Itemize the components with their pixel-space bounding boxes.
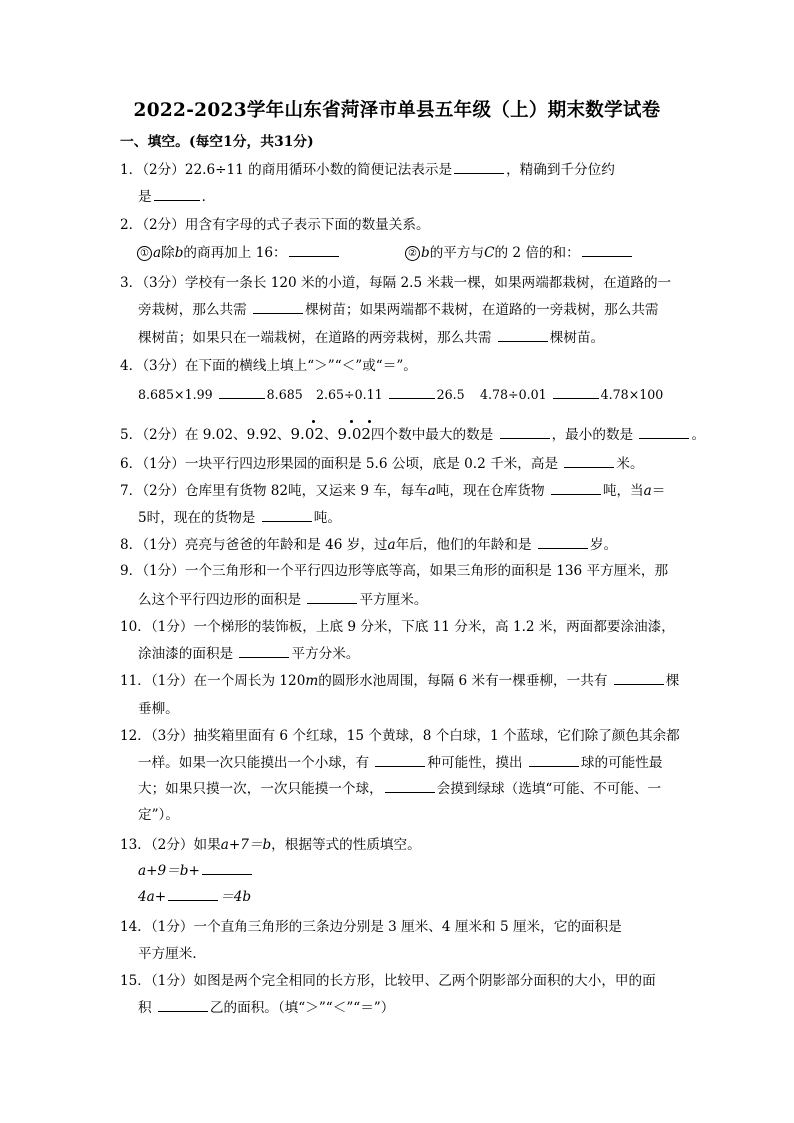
question-1-line-2 xyxy=(138,188,215,206)
q5-blank-1[interactable] xyxy=(500,426,550,439)
question-9-line-2 xyxy=(138,591,427,609)
var-c: C xyxy=(484,245,495,261)
q2-text: 2．（2分）用含有字母的式子表示下面的数量关系。 xyxy=(120,217,430,233)
q9-text-3: 平方厘米。 xyxy=(359,592,428,608)
question-5: 5．（2分）在 9.02、9.92、 9.02、 9.02四个数中最大的数是 ，最小的数是 。 xyxy=(120,425,705,444)
q9-text: 9．（1分）一个三角形和一个平行四边形等底等高，如果三角形的面积是 136 平方厘米，那 xyxy=(120,563,669,579)
unit-m: m xyxy=(305,673,319,689)
q13-blank-1[interactable] xyxy=(202,862,252,875)
q5-number-1: 9.02 xyxy=(290,425,324,443)
q2-p2-text: 的平方与 xyxy=(429,245,485,261)
q10-blank[interactable] xyxy=(239,645,289,658)
question-7 xyxy=(120,482,665,500)
q2-blank-2[interactable] xyxy=(582,244,632,257)
q12-text-7: 定”）。 xyxy=(138,807,179,823)
q8-text-2: 年后，他们的年龄和是 xyxy=(395,537,532,553)
q12-text-3: 种可能性，摸出 xyxy=(427,755,523,771)
question-13-eq-2 xyxy=(138,888,251,906)
q1-text-4: ． xyxy=(201,189,216,205)
q7-blank-1[interactable] xyxy=(551,482,601,495)
repeating-decimal-2 xyxy=(338,425,371,443)
question-14-line-2 xyxy=(138,945,206,963)
q1-text-2: ，精确到千分位约 xyxy=(506,162,615,178)
q12-text-5: 大；如果只摸一次，一次只能摸一个球， xyxy=(138,781,383,797)
circled-number-2: ② xyxy=(405,246,420,261)
q15-text-2: 积 xyxy=(138,1000,152,1016)
q4-expr-3-right: 4.78×100 xyxy=(600,387,664,402)
question-2 xyxy=(120,216,430,234)
question-2-part-1 xyxy=(137,244,341,262)
q7-text-2: 吨，现在仓库货物 xyxy=(435,483,545,499)
q6-blank[interactable] xyxy=(564,455,614,468)
question-15 xyxy=(120,972,656,990)
question-14 xyxy=(120,918,622,936)
q11-text-2: 的圆形水池周围，每隔 6 米有一棵垂柳，一共有 xyxy=(318,673,608,689)
q4-expr-2-left: 2.65÷0.11 xyxy=(316,387,383,402)
q10-text-3: 平方分米。 xyxy=(291,646,360,662)
q11-blank[interactable] xyxy=(614,672,664,685)
question-12 xyxy=(120,727,680,745)
var-b: b xyxy=(174,245,184,261)
question-6 xyxy=(120,455,644,473)
q10-text-2: 涂油漆的面积是 xyxy=(138,646,234,662)
question-3 xyxy=(120,274,671,292)
q4-expr-3-left: 4.78÷0.01 xyxy=(480,387,547,402)
q4-expr-1-left: 8.685×1.99 xyxy=(138,387,213,402)
q7-text-4: ＝ xyxy=(651,483,666,499)
question-3-line-2 xyxy=(138,301,659,319)
question-11 xyxy=(120,672,679,690)
q6-text-2: 米。 xyxy=(616,456,644,472)
q11-text: 11．（1分）在一个周长为 120 xyxy=(120,673,306,689)
repeating-decimal-1 xyxy=(291,425,324,443)
q12-text: 12．（3分）抽奖箱里面有 6 个红球，15 个黄球，8 个白球，1 个蓝球，它们除了颜色其余都 xyxy=(120,728,680,744)
question-13 xyxy=(120,836,421,854)
question-4-expr-1 xyxy=(138,386,303,404)
q13-eq-2-text-2: ＝4b xyxy=(220,889,252,905)
q15-blank[interactable] xyxy=(158,999,208,1012)
q5-text-2: 四个数中最大的数是 xyxy=(370,427,494,443)
q4-blank-2[interactable] xyxy=(389,386,435,399)
q13-blank-2[interactable] xyxy=(168,888,218,901)
q11-text-3: 棵 xyxy=(665,673,680,689)
q1-blank-2[interactable] xyxy=(154,188,200,201)
q2-blank-1[interactable] xyxy=(289,244,339,257)
q12-blank-1[interactable] xyxy=(375,754,425,767)
var-b: b xyxy=(421,245,430,261)
q3-text: 3．（3分）学校有一条长 120 米的小道，每隔 2.5 米栽一棵，如果两端都栽树，在道路的一 xyxy=(120,275,672,291)
q3-text-3: 棵树苗；如果两端都不栽树，在道路的一旁栽树，那么共需 xyxy=(305,302,659,318)
q13-eq-2-text: 4a+ xyxy=(138,889,167,905)
q3-text-2: 旁栽树，那么共需 xyxy=(138,302,247,318)
q12-text-4: 球的可能性最 xyxy=(580,755,663,771)
q4-blank-3[interactable] xyxy=(553,386,599,399)
q3-blank-1[interactable] xyxy=(253,301,303,314)
q4-expr-2-right: 26.5 xyxy=(436,387,465,402)
q4-expr-1-right: 8.685 xyxy=(266,387,303,402)
question-12-line-2 xyxy=(138,754,662,772)
q3-text-5: 棵树苗。 xyxy=(549,330,605,346)
question-13-eq-1 xyxy=(138,862,254,880)
q7-text-6: 吨。 xyxy=(313,510,341,526)
q5-blank-2[interactable] xyxy=(639,426,689,439)
q3-text-4: 棵树苗；如果只在一端栽树，在道路的两旁栽树，那么共需 xyxy=(138,330,492,346)
q1-blank-1[interactable] xyxy=(454,161,504,174)
circled-number-1: ① xyxy=(137,246,152,261)
question-8 xyxy=(120,536,617,554)
question-7-line-2 xyxy=(138,509,341,527)
var-a: a xyxy=(643,483,652,499)
question-2-part-2 xyxy=(405,244,634,262)
var-a: a xyxy=(153,245,162,261)
q6-text: 6．（1分）一块平行四边形果园的面积是 5.6 公顷，底是 0.2 千米，高是 xyxy=(120,456,559,472)
repeat-dot xyxy=(368,420,371,423)
q12-blank-3[interactable] xyxy=(385,780,435,793)
q8-text: 8．（1分）亮亮与爸爸的年龄和是 46 岁，过 xyxy=(120,537,388,553)
question-15-line-2 xyxy=(138,999,394,1017)
q4-text: 4．（3分）在下面的横线上填上“＞”“＜”或“＝”。 xyxy=(120,358,417,374)
question-3-line-3 xyxy=(138,329,604,347)
question-12-line-4 xyxy=(138,806,179,824)
q8-blank[interactable] xyxy=(538,536,588,549)
question-12-line-3 xyxy=(138,780,661,798)
q15-text-3: 乙的面积。（填“＞”“＜”“＝”） xyxy=(209,1000,395,1016)
q13-text: 13．（2分）如果 xyxy=(120,837,221,853)
q9-text-2: 么这个平行四边形的面积是 xyxy=(138,592,302,608)
question-4 xyxy=(120,357,417,375)
page-title: 2022-2023学年山东省菏泽市单县五年级（上）期末数学试卷 xyxy=(133,100,661,121)
q13-eq-1-text: a+9＝b+ xyxy=(138,863,200,879)
q4-blank-1[interactable] xyxy=(219,386,265,399)
var-a: a xyxy=(387,537,396,553)
question-4-expr-2 xyxy=(316,386,465,404)
q3-blank-2[interactable] xyxy=(498,329,548,342)
q8-text-3: 岁。 xyxy=(589,537,618,553)
q9-blank[interactable] xyxy=(307,591,357,604)
q1-text-3: 是 xyxy=(138,189,152,205)
repeat-dot xyxy=(350,420,353,423)
q2-p1-text-2: 的商再加上 16： xyxy=(183,245,287,261)
q7-blank-2[interactable] xyxy=(262,509,312,522)
q5-text-4: 。 xyxy=(691,427,706,443)
q12-text-2: 一样。如果一次只能摸出一个小球，有 xyxy=(138,755,370,771)
q7-text-3: 吨，当 xyxy=(602,483,644,499)
q10-text: 10．（1分）一个梯形的装饰板，上底 9 分米，下底 11 分米，高 1.2 米，两面都要涂油漆， xyxy=(120,619,675,635)
question-9 xyxy=(120,562,668,580)
question-4-expr-3 xyxy=(480,386,663,404)
section-heading: 一、填空。(每空1分，共31分) xyxy=(120,134,314,150)
q13-equation: a+7＝b xyxy=(220,837,272,853)
q12-blank-2[interactable] xyxy=(529,754,579,767)
question-10 xyxy=(120,618,675,636)
q12-text-6: 会摸到绿球（选填“可能、不可能、一 xyxy=(436,781,662,797)
q5-number-2: 9.02 xyxy=(337,425,371,443)
q2-p2-text-2: 的 2 倍的和： xyxy=(494,245,580,261)
q1-text: 1．（2分）22.6÷11 的商用循环小数的简便记法表示是 xyxy=(120,162,453,178)
q5-text: 5．（2分）在 9.02、9.92、 xyxy=(120,427,291,443)
q7-text-5: 5时，现在的货物是 xyxy=(138,510,256,526)
q14-text-2: 平方厘米． xyxy=(138,946,206,962)
question-11-line-2 xyxy=(138,700,179,718)
q13-text-2: ，根据等式的性质填空。 xyxy=(271,837,421,853)
question-1 xyxy=(120,161,615,179)
q15-text: 15．（1分）如图是两个完全相同的长方形，比较甲、乙两个阴影部分面积的大小，甲的面 xyxy=(120,973,656,989)
repeat-dot xyxy=(312,420,315,423)
q11-text-4: 垂柳。 xyxy=(138,701,179,717)
q14-text: 14．（1分）一个直角三角形的三条边分别是 3 厘米、4 厘米和 5 厘米，它的面积是 xyxy=(120,919,622,935)
q5-text-3: ，最小的数是 xyxy=(551,427,634,443)
question-10-line-2 xyxy=(138,645,359,663)
var-a: a xyxy=(427,483,436,499)
q7-text: 7．（2分）仓库里有货物 82吨，又运来 9 车，每车 xyxy=(120,483,428,499)
q2-p1-text: 除 xyxy=(161,245,175,261)
